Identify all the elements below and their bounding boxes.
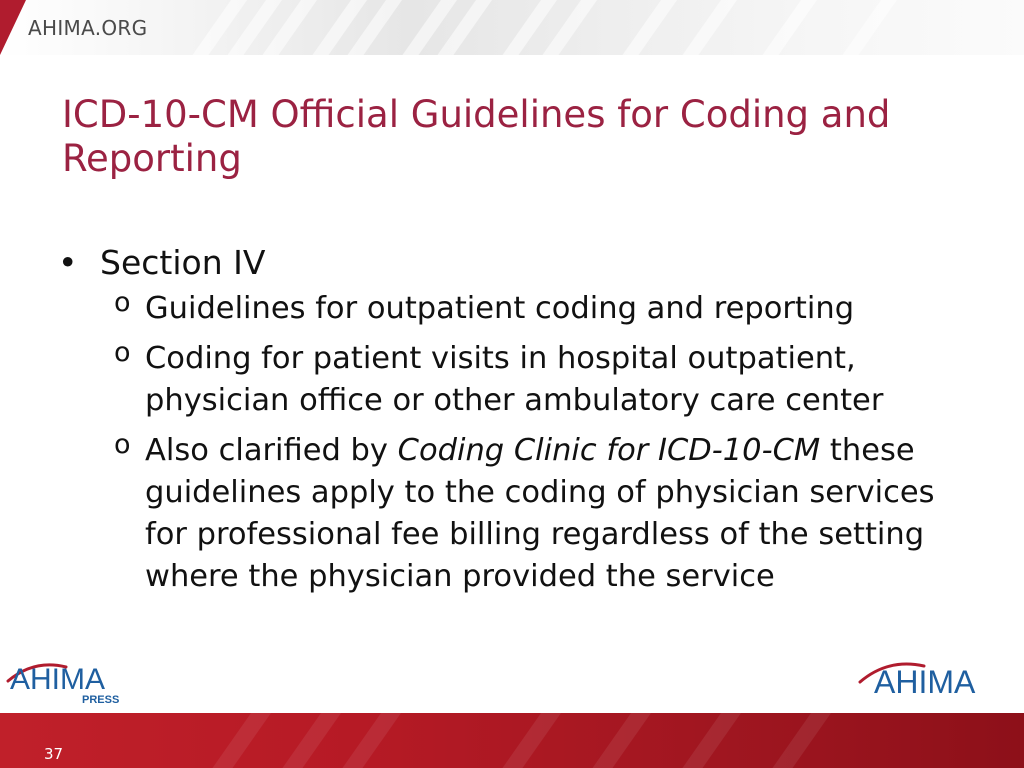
sub-bullet-list <box>58 288 978 598</box>
ahima-logo-text: AHIMA <box>874 664 976 700</box>
ahima-press-logo-text: AHIMA <box>10 663 106 696</box>
bullet-text: Section IV <box>100 243 266 282</box>
publication-title: Coding Clinic for ICD-10-CM <box>397 433 821 468</box>
sub-bullet-text-end: these guidelines apply to the coding of physician services for professional fee billing regardless of the setting where the physician provided the service <box>145 433 935 594</box>
press-label: PRESS <box>82 694 120 706</box>
header-band <box>0 0 1024 55</box>
site-label: AHIMA.ORG <box>28 16 148 40</box>
page-number: 37 <box>44 745 64 763</box>
bullet-level1 <box>58 240 978 286</box>
sub-bullet-text: Guidelines for outpatient coding and reporting <box>145 291 855 326</box>
slide-body <box>58 240 978 606</box>
sub-bullet <box>58 430 978 598</box>
footer-band <box>0 713 1024 768</box>
sub-bullet-circle-icon: o <box>114 429 131 460</box>
sub-bullet-circle-icon: o <box>114 287 131 318</box>
ahima-press-logo <box>4 657 134 707</box>
sub-bullet-circle-icon: o <box>114 337 131 368</box>
sub-bullet <box>58 338 978 422</box>
bullet-dot-icon: • <box>58 243 78 282</box>
ahima-logo <box>858 658 1003 700</box>
sub-bullet-text-start: Also clarified by <box>145 433 398 468</box>
header-red-wedge <box>0 0 26 55</box>
slide-title: ICD-10-CM Official Guidelines for Coding and Reporting <box>62 93 891 180</box>
sub-bullet-text: Coding for patient visits in hospital outpatient, physician office or other ambulatory care center <box>145 341 884 418</box>
sub-bullet <box>58 288 978 330</box>
